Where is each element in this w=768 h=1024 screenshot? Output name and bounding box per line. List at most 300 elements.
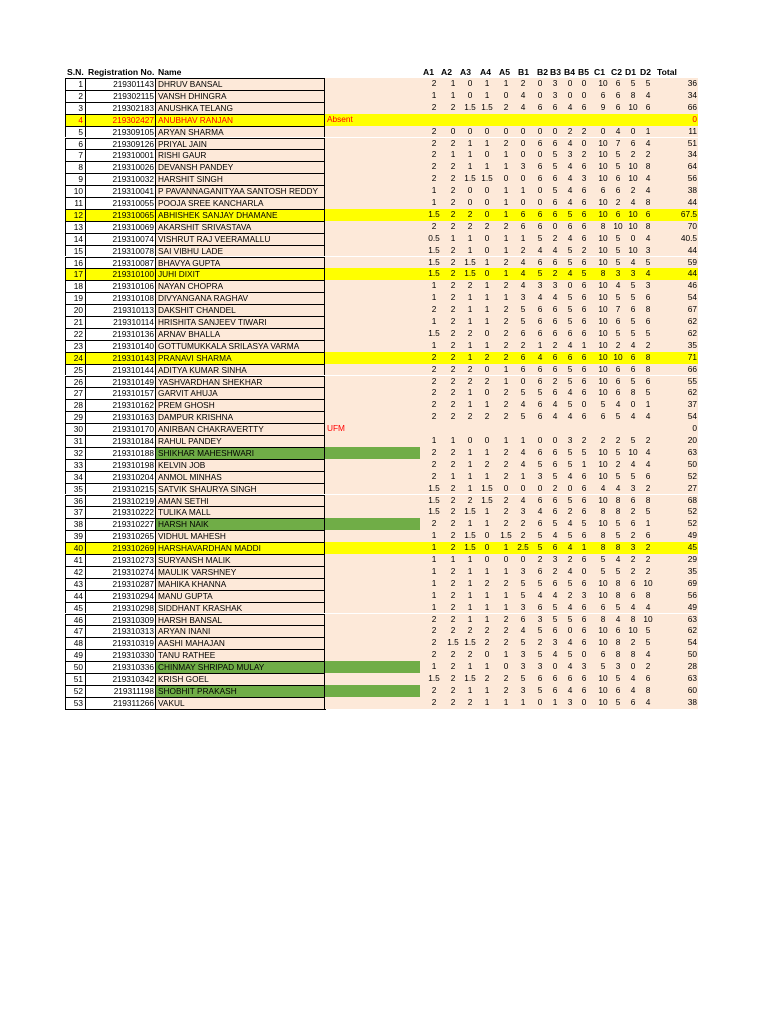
score-a4-cell: 0 xyxy=(477,233,497,245)
table-row xyxy=(0,625,768,637)
score-a5-cell: 1 xyxy=(496,209,516,221)
sn-cell: 48 xyxy=(65,637,86,649)
score-b3-cell: 0 xyxy=(545,126,565,138)
header-a1: A1 xyxy=(423,67,434,77)
score-c1-cell: 10 xyxy=(593,197,613,209)
score-c1-cell: 10 xyxy=(593,138,613,150)
score-d2-cell: 8 xyxy=(638,495,658,507)
registration-cell: 219310087 xyxy=(86,257,156,269)
remark-cell xyxy=(325,316,420,328)
score-c2-cell: 2 xyxy=(608,197,628,209)
score-b2-cell: 6 xyxy=(530,161,550,173)
score-c1-cell: 10 xyxy=(593,149,613,161)
table-row xyxy=(0,649,768,661)
score-a4-cell xyxy=(477,423,497,435)
remark-cell xyxy=(325,625,420,637)
score-a4-cell: 1 xyxy=(477,316,497,328)
score-b5-cell: 6 xyxy=(574,483,594,495)
remark-cell xyxy=(325,185,420,197)
name-cell: ANMOL MINHAS xyxy=(156,471,325,483)
table-row xyxy=(0,542,768,554)
score-a2-cell: 2 xyxy=(443,268,463,280)
score-a4-cell: 0 xyxy=(477,149,497,161)
registration-cell: 219310294 xyxy=(86,590,156,602)
score-a5-cell: 2 xyxy=(496,637,516,649)
score-a5-cell: 0 xyxy=(496,126,516,138)
score-b4-cell: 2 xyxy=(560,590,580,602)
score-d1-cell: 0 xyxy=(623,126,643,138)
score-b4-cell: 5 xyxy=(560,257,580,269)
score-b2-cell: 6 xyxy=(530,447,550,459)
score-a5-cell: 2 xyxy=(496,506,516,518)
score-d1-cell: 4 xyxy=(623,459,643,471)
score-a4-cell: 2 xyxy=(477,578,497,590)
score-a2-cell: 2 xyxy=(443,411,463,423)
score-a3-cell: 1 xyxy=(460,149,480,161)
score-d1-cell: 10 xyxy=(623,209,643,221)
score-a3-cell: 1 xyxy=(460,483,480,495)
score-d2-cell: 2 xyxy=(638,542,658,554)
sn-cell: 6 xyxy=(65,138,86,150)
score-b5-cell: 6 xyxy=(574,102,594,114)
score-c2-cell: 8 xyxy=(608,542,628,554)
score-d1-cell: 4 xyxy=(623,340,643,352)
table-row xyxy=(0,447,768,459)
score-d2-cell: 4 xyxy=(638,173,658,185)
score-b1-cell: 5 xyxy=(513,411,533,423)
name-cell: ABHISHEK SANJAY DHAMANE xyxy=(156,209,325,221)
score-a4-cell: 1.5 xyxy=(477,173,497,185)
score-a5-cell: 1.5 xyxy=(496,530,516,542)
name-cell: MAHIKA KHANNA xyxy=(156,578,325,590)
score-b2-cell: 5 xyxy=(530,542,550,554)
score-d1-cell: 2 xyxy=(623,149,643,161)
score-b4-cell: 4 xyxy=(560,185,580,197)
score-d2-cell: 2 xyxy=(638,340,658,352)
score-d2-cell: 4 xyxy=(638,138,658,150)
remark-cell xyxy=(325,399,420,411)
score-a1-cell: 2 xyxy=(424,102,444,114)
score-c2-cell: 6 xyxy=(608,78,628,90)
score-a4-cell: 1 xyxy=(477,161,497,173)
score-b1-cell: 4 xyxy=(513,625,533,637)
registration-cell: 219310069 xyxy=(86,221,156,233)
score-a2-cell: 2 xyxy=(443,209,463,221)
score-b1-cell: 6 xyxy=(513,614,533,626)
score-a4-cell: 2 xyxy=(477,352,497,364)
sn-cell: 7 xyxy=(65,149,86,161)
score-a5-cell: 1 xyxy=(496,590,516,602)
score-a2-cell: 1.5 xyxy=(443,637,463,649)
registration-cell: 219310287 xyxy=(86,578,156,590)
score-a3-cell: 2 xyxy=(460,221,480,233)
score-b1-cell: 2 xyxy=(513,245,533,257)
score-c2-cell: 10 xyxy=(608,221,628,233)
remark-cell xyxy=(325,161,420,173)
score-a2-cell: 2 xyxy=(443,138,463,150)
table-row xyxy=(0,221,768,233)
name-cell: TULIKA MALL xyxy=(156,506,325,518)
total-cell: 69 xyxy=(655,578,698,590)
score-b4-cell: 5 xyxy=(560,316,580,328)
score-c2-cell: 5 xyxy=(608,447,628,459)
score-b2-cell: 5 xyxy=(530,685,550,697)
score-a5-cell: 2 xyxy=(496,471,516,483)
score-b3-cell: 5 xyxy=(545,614,565,626)
sn-cell: 35 xyxy=(65,483,86,495)
name-cell: SAI VIBHU LADE xyxy=(156,245,325,257)
score-b4-cell: 4 xyxy=(560,566,580,578)
score-d1-cell: 10 xyxy=(623,625,643,637)
score-c2-cell: 6 xyxy=(608,364,628,376)
score-a4-cell: 1 xyxy=(477,506,497,518)
score-c2-cell: 5 xyxy=(608,471,628,483)
table-row xyxy=(0,78,768,90)
score-b2-cell: 5 xyxy=(530,625,550,637)
table-row xyxy=(0,423,768,435)
score-b5-cell: 6 xyxy=(574,209,594,221)
name-cell: KELVIN JOB xyxy=(156,459,325,471)
score-a1-cell xyxy=(424,114,444,126)
sn-cell: 22 xyxy=(65,328,86,340)
score-a5-cell: 1 xyxy=(496,649,516,661)
total-cell: 34 xyxy=(655,149,698,161)
score-c1-cell: 10 xyxy=(593,459,613,471)
table-row xyxy=(0,328,768,340)
sn-cell: 13 xyxy=(65,221,86,233)
score-a5-cell: 2 xyxy=(496,578,516,590)
score-a3-cell: 0 xyxy=(460,197,480,209)
score-b3-cell: 4 xyxy=(545,590,565,602)
score-b2-cell: 6 xyxy=(530,518,550,530)
score-b5-cell: 6 xyxy=(574,304,594,316)
score-b4-cell: 5 xyxy=(560,209,580,221)
total-cell: 66 xyxy=(655,364,698,376)
registration-cell: 219310157 xyxy=(86,387,156,399)
score-a3-cell: 2 xyxy=(460,411,480,423)
score-d2-cell: 5 xyxy=(638,257,658,269)
total-cell: 59 xyxy=(655,257,698,269)
score-a3-cell: 2 xyxy=(460,625,480,637)
total-cell: 34 xyxy=(655,90,698,102)
score-b5-cell: 2 xyxy=(574,245,594,257)
score-c1-cell: 8 xyxy=(593,221,613,233)
score-a2-cell: 2 xyxy=(443,376,463,388)
score-a3-cell: 2 xyxy=(460,209,480,221)
remark-cell xyxy=(325,340,420,352)
score-b5-cell: 6 xyxy=(574,673,594,685)
score-d2-cell: 6 xyxy=(638,376,658,388)
total-cell: 38 xyxy=(655,185,698,197)
score-a1-cell: 2 xyxy=(424,447,444,459)
score-a4-cell: 1 xyxy=(477,304,497,316)
score-c2-cell: 3 xyxy=(608,661,628,673)
score-a3-cell: 1.5 xyxy=(460,542,480,554)
score-b5-cell: 0 xyxy=(574,566,594,578)
score-a5-cell: 2 xyxy=(496,328,516,340)
score-a5-cell: 2 xyxy=(496,102,516,114)
score-c2-cell: 6 xyxy=(608,90,628,102)
score-b3-cell: 5 xyxy=(545,518,565,530)
sn-cell: 34 xyxy=(65,471,86,483)
remark-cell xyxy=(325,411,420,423)
score-a3-cell: 1 xyxy=(460,590,480,602)
score-a4-cell: 2 xyxy=(477,221,497,233)
score-c1-cell: 10 xyxy=(593,340,613,352)
score-b5-cell: 6 xyxy=(574,376,594,388)
registration-cell: 219310269 xyxy=(86,542,156,554)
score-a4-cell: 2 xyxy=(477,376,497,388)
total-cell: 29 xyxy=(655,554,698,566)
total-cell: 36 xyxy=(655,78,698,90)
score-b1-cell: 5 xyxy=(513,637,533,649)
score-a1-cell: 2 xyxy=(424,614,444,626)
name-cell: NAYAN CHOPRA xyxy=(156,280,325,292)
total-cell: 62 xyxy=(655,387,698,399)
score-d2-cell: 6 xyxy=(638,316,658,328)
score-b3-cell: 1 xyxy=(545,697,565,709)
total-cell: 52 xyxy=(655,518,698,530)
score-b1-cell: 3 xyxy=(513,685,533,697)
score-b1-cell: 6 xyxy=(513,364,533,376)
header-a5: A5 xyxy=(499,67,510,77)
remark-cell: UFM xyxy=(325,423,420,435)
score-b1-cell: 4 xyxy=(513,102,533,114)
score-a2-cell: 2 xyxy=(443,173,463,185)
score-d2-cell: 4 xyxy=(638,602,658,614)
registration-cell: 219310074 xyxy=(86,233,156,245)
sn-cell: 41 xyxy=(65,554,86,566)
registration-cell: 219310319 xyxy=(86,637,156,649)
score-b5-cell: 5 xyxy=(574,447,594,459)
score-a4-cell: 1.5 xyxy=(477,483,497,495)
total-cell: 44 xyxy=(655,268,698,280)
score-b2-cell: 6 xyxy=(530,304,550,316)
score-b1-cell: 0 xyxy=(513,173,533,185)
score-b3-cell: 2 xyxy=(545,566,565,578)
score-a1-cell: 2 xyxy=(424,376,444,388)
score-d1-cell: 8 xyxy=(623,90,643,102)
score-d1-cell: 4 xyxy=(623,197,643,209)
score-b2-cell: 1 xyxy=(530,340,550,352)
score-a4-cell: 1 xyxy=(477,471,497,483)
score-b1-cell: 4 xyxy=(513,447,533,459)
header-a2: A2 xyxy=(441,67,452,77)
score-b1-cell: 0 xyxy=(513,126,533,138)
score-a3-cell: 1 xyxy=(460,518,480,530)
sn-cell: 38 xyxy=(65,518,86,530)
score-a1-cell: 2 xyxy=(424,411,444,423)
score-b3-cell: 6 xyxy=(545,459,565,471)
score-b3-cell: 6 xyxy=(545,352,565,364)
score-b3-cell: 0 xyxy=(545,661,565,673)
score-c1-cell: 10 xyxy=(593,495,613,507)
score-a2-cell: 2 xyxy=(443,257,463,269)
score-b3-cell: 2 xyxy=(545,268,565,280)
score-a1-cell: 2 xyxy=(424,459,444,471)
score-b3-cell: 2 xyxy=(545,376,565,388)
score-b5-cell: 6 xyxy=(574,185,594,197)
table-row xyxy=(0,173,768,185)
score-c2-cell: 10 xyxy=(608,352,628,364)
name-cell: DIVYANGANA RAGHAV xyxy=(156,292,325,304)
score-b3-cell: 6 xyxy=(545,542,565,554)
name-cell: SHIKHAR MAHESHWARI xyxy=(156,447,325,459)
score-b4-cell: 4 xyxy=(560,602,580,614)
sn-cell: 26 xyxy=(65,376,86,388)
score-a2-cell: 2 xyxy=(443,483,463,495)
remark-cell xyxy=(325,233,420,245)
score-a5-cell: 1 xyxy=(496,245,516,257)
registration-cell: 219310106 xyxy=(86,280,156,292)
score-a1-cell: 2 xyxy=(424,387,444,399)
total-cell: 55 xyxy=(655,376,698,388)
score-d2-cell: 5 xyxy=(638,78,658,90)
score-b2-cell: 6 xyxy=(530,328,550,340)
score-d2-cell: 1 xyxy=(638,126,658,138)
score-a5-cell: 2 xyxy=(496,459,516,471)
score-a5-cell: 2 xyxy=(496,685,516,697)
score-b1-cell: 5 xyxy=(513,590,533,602)
score-a3-cell: 1.5 xyxy=(460,673,480,685)
registration-cell: 219310032 xyxy=(86,173,156,185)
remark-cell xyxy=(325,292,420,304)
table-row xyxy=(0,257,768,269)
score-a3-cell: 2 xyxy=(460,328,480,340)
score-b4-cell: 4 xyxy=(560,233,580,245)
score-d2-cell: 10 xyxy=(638,614,658,626)
registration-cell: 219310026 xyxy=(86,161,156,173)
score-b2-cell: 5 xyxy=(530,530,550,542)
score-d1-cell: 6 xyxy=(623,364,643,376)
registration-cell: 219310108 xyxy=(86,292,156,304)
score-c1-cell: 8 xyxy=(593,268,613,280)
score-a2-cell: 2 xyxy=(443,661,463,673)
score-b2-cell: 4 xyxy=(530,590,550,602)
score-b1-cell: 3 xyxy=(513,661,533,673)
score-a3-cell: 1.5 xyxy=(460,637,480,649)
score-a2-cell: 2 xyxy=(443,614,463,626)
score-a3-cell: 1 xyxy=(460,138,480,150)
score-b4-cell: 5 xyxy=(560,459,580,471)
table-row xyxy=(0,233,768,245)
table-row xyxy=(0,661,768,673)
total-cell: 20 xyxy=(655,435,698,447)
remark-cell xyxy=(325,673,420,685)
name-cell: AMAN SETHI xyxy=(156,495,325,507)
score-a3-cell: 1 xyxy=(460,387,480,399)
registration-cell: 219310065 xyxy=(86,209,156,221)
score-b3-cell: 6 xyxy=(545,197,565,209)
score-c1-cell: 2 xyxy=(593,435,613,447)
score-b5-cell: 1 xyxy=(574,459,594,471)
score-b5-cell xyxy=(574,423,594,435)
score-b3-cell: 0 xyxy=(545,435,565,447)
score-a2-cell: 1 xyxy=(443,233,463,245)
score-a2-cell: 2 xyxy=(443,185,463,197)
score-a3-cell: 1.5 xyxy=(460,173,480,185)
registration-cell: 219310100 xyxy=(86,268,156,280)
score-a3-cell: 2 xyxy=(460,376,480,388)
score-b2-cell: 0 xyxy=(530,149,550,161)
score-c2-cell: 5 xyxy=(608,149,628,161)
score-c2-cell: 6 xyxy=(608,316,628,328)
score-a5-cell: 2 xyxy=(496,316,516,328)
score-a1-cell: 1.5 xyxy=(424,268,444,280)
score-a3-cell: 1 xyxy=(460,614,480,626)
score-b2-cell: 3 xyxy=(530,661,550,673)
score-c2-cell: 2 xyxy=(608,459,628,471)
total-cell: 49 xyxy=(655,602,698,614)
score-a4-cell: 0 xyxy=(477,542,497,554)
score-b4-cell: 4 xyxy=(560,542,580,554)
score-b2-cell: 6 xyxy=(530,411,550,423)
table-row xyxy=(0,376,768,388)
score-b4-cell: 4 xyxy=(560,340,580,352)
score-b4-cell: 3 xyxy=(560,435,580,447)
score-b3-cell: 6 xyxy=(545,102,565,114)
remark-cell xyxy=(325,364,420,376)
score-c2-cell: 8 xyxy=(608,649,628,661)
registration-cell: 219310143 xyxy=(86,352,156,364)
sn-cell: 10 xyxy=(65,185,86,197)
score-c1-cell: 5 xyxy=(593,661,613,673)
table-row xyxy=(0,483,768,495)
total-cell: 63 xyxy=(655,447,698,459)
score-a3-cell: 1 xyxy=(460,602,480,614)
score-b5-cell: 6 xyxy=(574,364,594,376)
score-c1-cell: 10 xyxy=(593,292,613,304)
score-d1-cell: 2 xyxy=(623,637,643,649)
name-cell: SATVIK SHAURYA SINGH xyxy=(156,483,325,495)
score-b4-cell: 5 xyxy=(560,399,580,411)
score-d2-cell: 4 xyxy=(638,459,658,471)
score-b2-cell: 6 xyxy=(530,221,550,233)
score-b2-cell: 2 xyxy=(530,637,550,649)
score-b4-cell: 3 xyxy=(560,149,580,161)
header-registration-no: Registration No. xyxy=(88,67,155,77)
score-b3-cell: 5 xyxy=(545,161,565,173)
score-a5-cell: 2 xyxy=(496,399,516,411)
score-a3-cell: 0 xyxy=(460,78,480,90)
name-cell: YASHVARDHAN SHEKHAR xyxy=(156,376,325,388)
score-b3-cell: 6 xyxy=(545,578,565,590)
name-cell: POOJA SREE KANCHARLA xyxy=(156,197,325,209)
score-b3-cell: 2 xyxy=(545,483,565,495)
score-d2-cell: 1 xyxy=(638,399,658,411)
score-a2-cell: 2 xyxy=(443,399,463,411)
score-a1-cell: 1 xyxy=(424,90,444,102)
score-a4-cell: 1 xyxy=(477,90,497,102)
sn-cell: 9 xyxy=(65,173,86,185)
score-c1-cell: 10 xyxy=(593,78,613,90)
score-d1-cell: 4 xyxy=(623,411,643,423)
score-a1-cell: 1.5 xyxy=(424,245,444,257)
sn-cell: 36 xyxy=(65,495,86,507)
score-b5-cell: 0 xyxy=(574,697,594,709)
score-b5-cell: 6 xyxy=(574,328,594,340)
score-b1-cell: 5 xyxy=(513,578,533,590)
remark-cell xyxy=(325,257,420,269)
score-b2-cell: 6 xyxy=(530,316,550,328)
score-a1-cell: 2 xyxy=(424,637,444,649)
total-cell: 66 xyxy=(655,102,698,114)
registration-cell: 219310162 xyxy=(86,399,156,411)
score-d2-cell: 1 xyxy=(638,518,658,530)
registration-cell: 219310140 xyxy=(86,340,156,352)
sn-cell: 14 xyxy=(65,233,86,245)
score-d1-cell: 8 xyxy=(623,387,643,399)
